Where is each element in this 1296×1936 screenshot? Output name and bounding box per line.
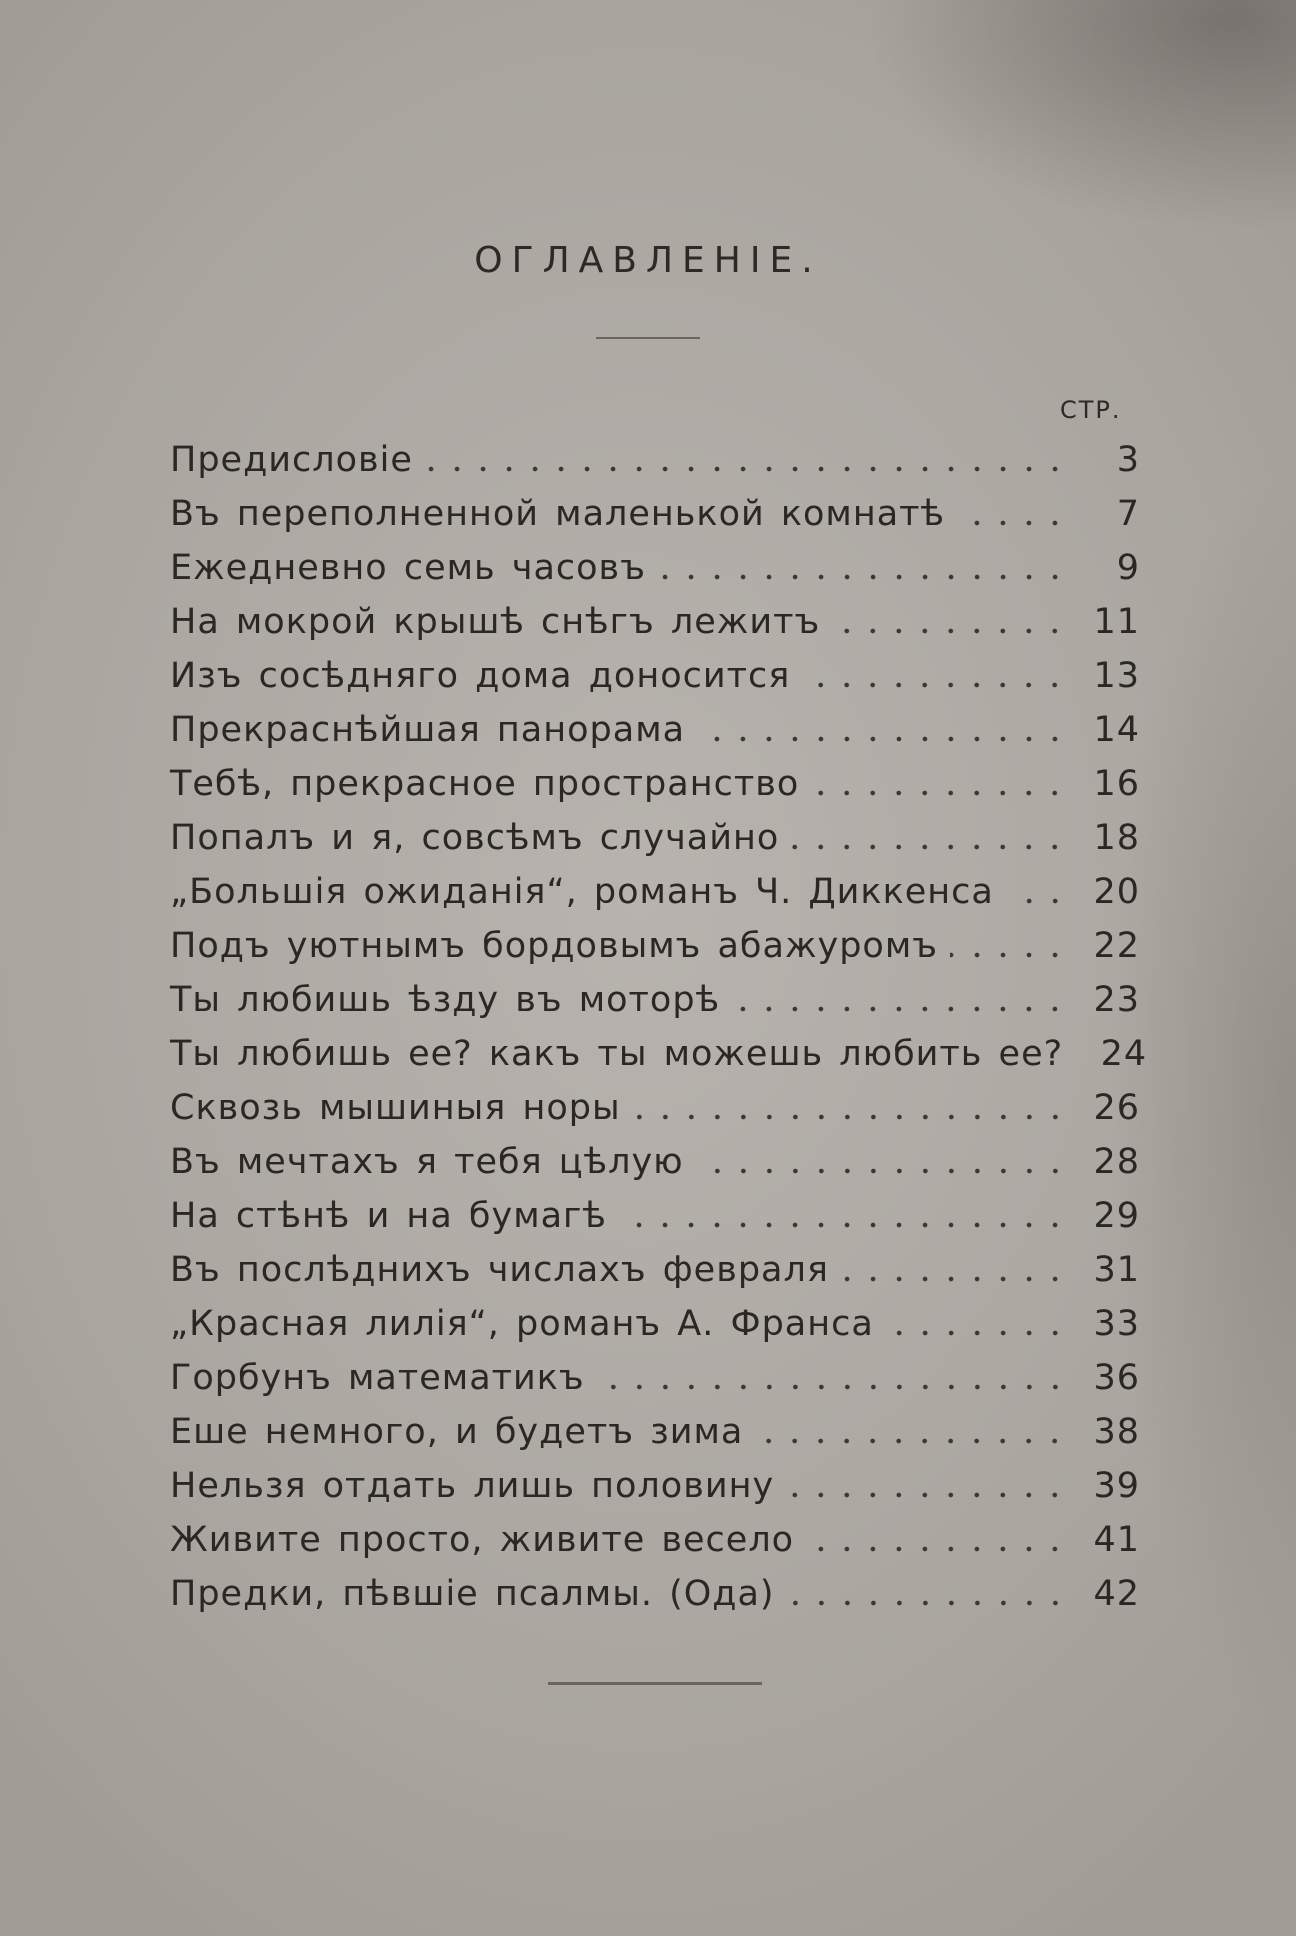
toc-entry — [170, 1243, 1140, 1297]
toc-entry-title: Ты любишь ѣзду въ моторѣ — [170, 980, 721, 1020]
toc-entry — [170, 1027, 1148, 1081]
toc-entry-title: На мокрой крышѣ снѣгъ лежитъ — [170, 602, 821, 642]
toc-entry-title: На стѣнѣ и на бумагѣ — [170, 1196, 607, 1236]
toc-entry-page: 20 — [1093, 872, 1140, 912]
toc-entry — [170, 973, 1140, 1027]
dot-leader — [811, 789, 1068, 797]
dot-leader — [697, 735, 1068, 743]
page-column-label: СТР. — [1060, 396, 1122, 424]
dot-leader — [950, 951, 1068, 959]
toc-entry-page: 9 — [1116, 548, 1140, 588]
toc-entry-page: 11 — [1093, 602, 1140, 642]
toc-entry — [170, 811, 1140, 865]
toc-entry — [170, 541, 1140, 595]
toc-entry-page: 7 — [1116, 494, 1140, 534]
dot-leader — [787, 1599, 1068, 1607]
dot-leader — [425, 465, 1068, 473]
toc-entry-page: 36 — [1093, 1358, 1140, 1398]
toc-entry-page: 31 — [1093, 1250, 1140, 1290]
toc-entry-page: 23 — [1093, 980, 1140, 1020]
toc-entry — [170, 1405, 1140, 1459]
toc-entry — [170, 1567, 1140, 1621]
toc-entry — [170, 1351, 1140, 1405]
dot-leader — [786, 1491, 1068, 1499]
toc-entry-page: 16 — [1093, 764, 1140, 804]
toc-entry-title: Попалъ и я, совсѣмъ случайно — [170, 818, 780, 858]
toc-entry-title: „Красная лилія“, романъ А. Франса — [170, 1304, 874, 1344]
toc-entry — [170, 487, 1140, 541]
dot-leader — [696, 1167, 1068, 1175]
toc-entry-title: Въ послѣднихъ числахъ февраля — [170, 1250, 829, 1290]
toc-entry-page: 28 — [1093, 1142, 1140, 1182]
toc-entry-page: 26 — [1093, 1088, 1140, 1128]
dot-leader — [841, 1275, 1068, 1283]
toc-entry-page: 39 — [1093, 1466, 1140, 1506]
toc-entry-title: Въ переполненной маленькой комнатѣ — [170, 494, 946, 534]
toc-entry-title: Ежедневно семь часовъ — [170, 548, 646, 588]
toc-entry-title: Въ мечтахъ я тебя цѣлую — [170, 1142, 684, 1182]
toc-entry-title: Живите просто, живите весело — [170, 1520, 795, 1560]
title-divider — [596, 337, 700, 339]
toc-entry-title: Горбунъ математикъ — [170, 1358, 585, 1398]
table-of-contents — [170, 433, 1148, 1621]
toc-entry-page: 14 — [1093, 710, 1140, 750]
toc-entry — [170, 433, 1140, 487]
dot-leader — [806, 1545, 1068, 1553]
toc-entry-page: 13 — [1093, 656, 1140, 696]
toc-entry — [170, 919, 1140, 973]
dot-leader — [886, 1329, 1068, 1337]
toc-entry — [170, 595, 1140, 649]
toc-entry-title: Ты любишь ее? какъ ты можешь любить ее? — [170, 1034, 1064, 1074]
toc-entry — [170, 1459, 1140, 1513]
dot-leader — [957, 519, 1068, 527]
toc-entry-title: Предисловіе — [170, 440, 413, 480]
toc-entry-page: 29 — [1093, 1196, 1140, 1236]
toc-entry-title: Нельзя отдать лишь половину — [170, 1466, 775, 1506]
toc-entry-title: Тебѣ, прекрасное пространство — [170, 764, 800, 804]
toc-entry — [170, 1513, 1140, 1567]
toc-entry-title: Изъ сосѣдняго дома доносится — [170, 656, 791, 696]
toc-entry — [170, 865, 1140, 919]
toc-entry — [170, 1189, 1140, 1243]
dot-leader — [791, 843, 1068, 851]
toc-entry-page: 41 — [1093, 1520, 1140, 1560]
toc-entry — [170, 1135, 1140, 1189]
toc-entry-title: Еше немного, и будетъ зима — [170, 1412, 744, 1452]
toc-entry-page: 38 — [1093, 1412, 1140, 1452]
toc-entry-page: 22 — [1093, 926, 1140, 966]
dot-leader — [619, 1221, 1068, 1229]
page-title: ОГЛАВЛЕНІЕ. — [474, 240, 822, 281]
toc-entry-page: 24 — [1100, 1034, 1148, 1074]
dot-leader — [755, 1437, 1068, 1445]
toc-entry-page: 33 — [1093, 1304, 1140, 1344]
toc-entry-title: „Большія ожиданія“, романъ Ч. Диккенса — [170, 872, 994, 912]
dot-leader — [732, 1005, 1068, 1013]
bottom-divider — [548, 1682, 762, 1685]
dot-leader — [658, 573, 1068, 581]
toc-entry — [170, 703, 1140, 757]
toc-entry-title: Подъ уютнымъ бордовымъ абажуромъ — [170, 926, 938, 966]
toc-entry-title: Предки, пѣвшіе псалмы. (Ода) — [170, 1574, 775, 1614]
toc-entry — [170, 1081, 1140, 1135]
toc-entry — [170, 649, 1140, 703]
dot-leader — [633, 1113, 1068, 1121]
dot-leader — [832, 627, 1068, 635]
toc-entry-page: 42 — [1093, 1574, 1140, 1614]
dot-leader — [802, 681, 1068, 689]
toc-entry-title: Сквозь мышиныя норы — [170, 1088, 621, 1128]
dot-leader — [1006, 897, 1068, 905]
toc-entry — [170, 757, 1140, 811]
toc-entry-title: Прекраснѣйшая панорама — [170, 710, 686, 750]
toc-entry-page: 3 — [1116, 440, 1140, 480]
dot-leader — [597, 1383, 1068, 1391]
toc-entry-page: 18 — [1093, 818, 1140, 858]
toc-entry — [170, 1297, 1140, 1351]
